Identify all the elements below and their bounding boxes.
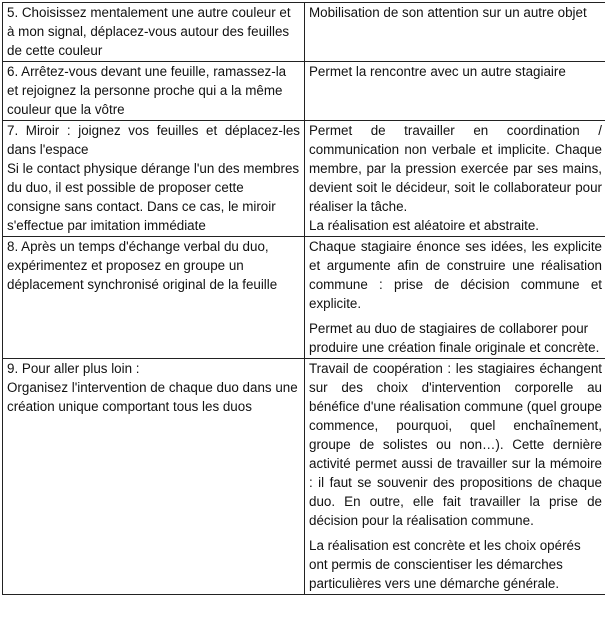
instruction-cell — [3, 3, 305, 62]
objective-text: Mobilisation de son attention sur un autre objet — [309, 5, 587, 20]
instruction-text: 6. Arrêtez-vous devant une feuille, ramassez-la et rejoignez la personne proche qui a la même couleur que la vôtre — [7, 64, 287, 117]
instruction-text: 7. Miroir : joignez vos feuilles et déplacez-les dans l'espace — [7, 123, 300, 157]
objective-note: La réalisation est aléatoire et abstraite. — [309, 218, 540, 233]
table-row — [3, 62, 605, 121]
activity-table — [2, 2, 605, 595]
objective-note: Permet au duo de stagiaires de collaborer pour produire une création finale originale et concrète. — [309, 321, 600, 355]
objective-cell — [305, 3, 605, 62]
instruction-text: 5. Choisissez mentalement une autre couleur et à mon signal, déplacez-vous autour des feuilles de cette couleur — [7, 5, 291, 58]
table-row — [3, 359, 605, 595]
objective-text: Permet la rencontre avec un autre stagiaire — [309, 64, 566, 79]
table-row — [3, 3, 605, 62]
objective-cell — [305, 121, 605, 237]
instruction-cell — [3, 62, 305, 121]
objective-cell — [305, 237, 605, 359]
instruction-text: 8. Après un temps d'échange verbal du duo, expérimentez et proposez en groupe un déplacement synchronisé original de la feuille — [7, 239, 278, 292]
table-row — [3, 237, 605, 359]
instruction-note: Si le contact physique dérange l'un des membres du duo, il est possible de proposer cette consigne sans contact. Dans ce cas, le miroir s'effectue par imitation immédiate — [7, 161, 300, 233]
instruction-text: Organisez l'intervention de chaque duo dans une création unique comportant tous les duos — [7, 380, 298, 414]
instruction-cell — [3, 237, 305, 359]
objective-note: La réalisation est concrète et les choix opérés ont permis de conscientiser les démarches particulières vers une démarche générale. — [309, 538, 581, 591]
table-row — [3, 121, 605, 237]
instruction-cell — [3, 121, 305, 237]
objective-text: Permet de travailler en coordination / communication non verbale et implicite. Chaque membre, par la pression exercée par ses mains, devient soit le décideur, soit le collaborateur pour réaliser la tâche. — [309, 123, 602, 214]
instruction-cell — [3, 359, 305, 595]
instruction-heading: 9. Pour aller plus loin : — [7, 361, 140, 376]
objective-text: Chaque stagiaire énonce ses idées, les explicite et argumente afin de construire une réalisation commune : prise de décision commune et explicite. — [309, 239, 602, 311]
objective-cell — [305, 62, 605, 121]
objective-cell — [305, 359, 605, 595]
objective-text: Travail de coopération : les stagiaires échangent sur des choix d'intervention corporelle au bénéfice d'une réalisation commune (quel groupe commence, pourquoi, quel enchaînement, groupe de solistes ou non…). Cette dernière activité permet aussi de travailler sur la mémoire : il faut se souvenir des propositions de chaque duo. En outre, elle fait travailler la prise de décision pour la réalisation commune. — [309, 361, 602, 528]
